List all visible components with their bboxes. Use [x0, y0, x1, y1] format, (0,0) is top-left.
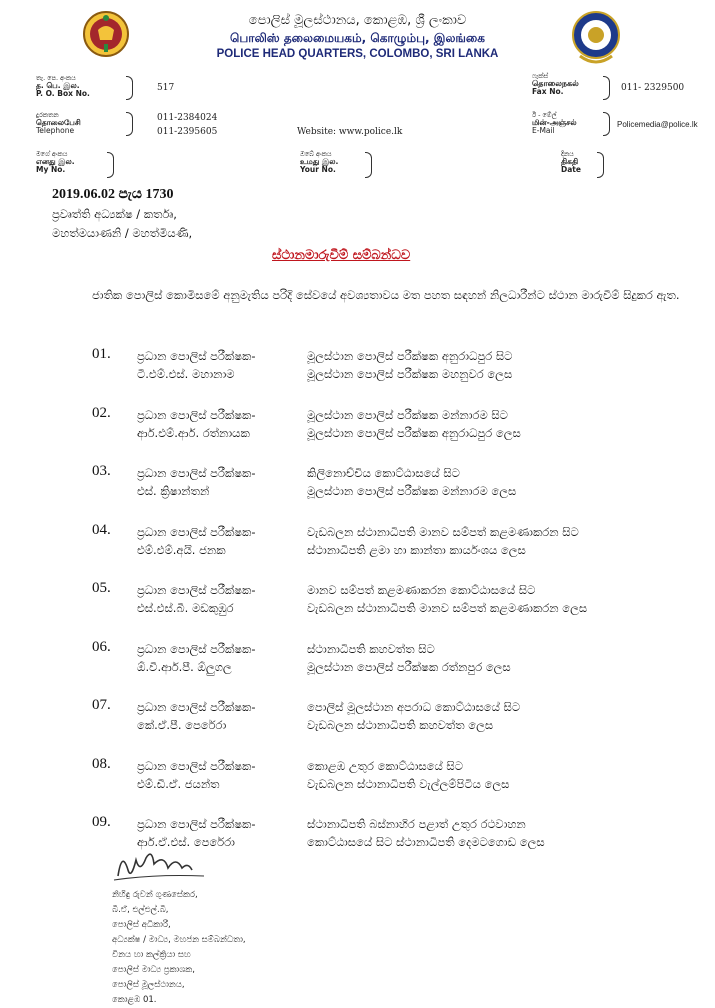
transfer-from: මූලස්ථාන පොලිස් පරීක්ෂක අනුරාධපුර සිට	[307, 349, 513, 363]
transfer-to: කොට්ඨාසයේ සිට ස්ථානාධිපති දෙමටගොඩ ලෙස	[307, 835, 545, 849]
brace	[603, 112, 610, 136]
transfer-officer-name: ටී.එම්.එස්. මහානාම	[137, 367, 235, 381]
transfer-to: මූලස්ථාන පොලිස් පරීක්ෂක මන්නාරම ලෙස	[307, 484, 517, 498]
transfer-officer-name: ඕ.වී.ආර්.පී. ඕලුගල	[137, 660, 232, 674]
signature-block	[112, 888, 246, 1008]
telephone-value-2: 011-2395605	[157, 127, 218, 137]
transfer-from: මානව සම්පත් කළමණාකරන කොට්ඨාසයේ සිට	[307, 583, 536, 597]
my-no-label: මගේ අංකය எனது இல. My No.	[36, 150, 75, 174]
transfer-number: 01.	[92, 346, 111, 362]
transfer-number: 07.	[92, 697, 111, 713]
transfer-number: 03.	[92, 463, 111, 479]
transfer-to: ස්ථානාධිපති ළමා හා කාන්තා කාර්යංශය ලෙස	[307, 543, 526, 557]
intro-paragraph: ජාතික පොලිස් කොමිසමේ අනුමැතිය පරිදි සේවයේ අවශ්‍යතාවය මත පහත සඳහන් නිලධාරීන්ට ස්ථාන මාරුවීම් සිදුකර ඇත.	[92, 288, 680, 302]
header-sinhala: පොලිස් මූලස්ථානය, කොළඹ, ශ්‍රී ලංකාව	[248, 13, 467, 28]
transfer-to: මූලස්ථාන පොලිස් පරීක්ෂක මහනුවර ලෙස	[307, 367, 513, 381]
transfer-rank: ප්‍රධාන පොලිස් පරීක්ෂක-	[137, 525, 256, 539]
brace	[126, 76, 133, 100]
signature-line: විනය හා කල්ක්‍රියා සහ	[112, 950, 191, 960]
brace	[603, 76, 610, 100]
signature-line: නිහිඳු රුවන් ගුණසේකර,	[112, 890, 198, 900]
website-text[interactable]: Website: www.police.lk	[297, 127, 403, 137]
transfer-number: 05.	[92, 580, 111, 596]
transfer-number: 02.	[92, 405, 111, 421]
date-label: දිනය திகதி Date	[561, 150, 581, 174]
transfer-from: ස්ථානාධිපති බස්නාහිර පළාත් උතුර රථවාහන	[307, 817, 526, 831]
transfer-rank: ප්‍රධාන පොලිස් පරීක්ෂක-	[137, 759, 256, 773]
signature-line: බී.ඒ, එල්එල්.බී,	[112, 905, 169, 915]
signature-mark	[110, 846, 220, 890]
recipient-line-2: මහත්මයාණනි / මහත්මියණි,	[52, 226, 193, 240]
transfer-officer-name: එම්.ඩී.ඒ. ජයන්ත	[137, 777, 220, 791]
brace	[365, 152, 372, 178]
po-box-label: තැ. පෙ. අංකය த. பெ. இல. P. O. Box No.	[36, 74, 90, 98]
transfer-to: වැඩබලන ස්ථානාධිපති මානව සම්පත් කළමණාකරන ලෙස	[307, 601, 588, 615]
brace	[597, 152, 604, 178]
transfer-officer-name: ආර්.ඒ.එස්. පෙරේරා	[137, 835, 235, 849]
transfer-from: වැඩබලන ස්ථානාධිපති මානව සම්පත් කළමණාකරන සිට	[307, 525, 579, 539]
signature-line: පොලිස් මූලස්ථානය,	[112, 980, 185, 990]
transfer-number: 08.	[92, 756, 111, 772]
your-no-label: ඔබේ අංකය உமது இல. Your No.	[300, 150, 339, 174]
subject: ස්ථානමාරුවීම් සම්බන්ධව	[272, 248, 411, 263]
telephone-value-1: 011-2384024	[157, 113, 218, 123]
transfer-rank: ප්‍රධාන පොලිස් පරීක්ෂක-	[137, 466, 256, 480]
transfer-officer-name: එස්. ක්‍රිෂාන්තන්	[137, 484, 210, 498]
transfer-rank: ප්‍රධාන පොලිස් පරීක්ෂක-	[137, 817, 256, 831]
transfer-to: වැඩබලන ස්ථානාධිපති කහවත්ත ලෙස	[307, 718, 494, 732]
recipient-line-1: ප්‍රවෘත්ති අධ්‍යක්ෂ / කර්තෘ,	[52, 207, 177, 221]
transfer-officer-name: ආර්.එම්.ආර්. රත්නායක	[137, 426, 250, 440]
header-tamil: பொலிஸ் தலைமையகம், கொழும்பு, இலங்கை	[230, 31, 485, 45]
transfer-rank: ප්‍රධාන පොලිස් පරීක්ෂක-	[137, 349, 256, 363]
transfer-rank: ප්‍රධාන පොලිස් පරීක්ෂක-	[137, 642, 256, 656]
transfer-officer-name: එස්.එස්.බී. මඩකුඹුර	[137, 601, 234, 615]
transfer-to: මූලස්ථාන පොලිස් පරීක්ෂක අනුරාධපුර ලෙස	[307, 426, 521, 440]
transfer-number: 09.	[92, 814, 111, 830]
po-box-value: 517	[157, 83, 175, 93]
brace	[126, 112, 133, 136]
transfer-rank: ප්‍රධාන පොලිස් පරීක්ෂක-	[137, 700, 256, 714]
transfer-to: වැඩබලන ස්ථානාධිපති වැල්ලම්පිටිය ලෙස	[307, 777, 510, 791]
transfer-from: පොලිස් මූලස්ථාන අපරාධ කොට්ඨාසයේ සිට	[307, 700, 521, 714]
transfer-rank: ප්‍රධාන පොලිස් පරීක්ෂක-	[137, 408, 256, 422]
signature-line: කොළඹ 01.	[112, 995, 157, 1005]
email-label: ඊ - මේල් மின்-அஞ்சல் E-Mail	[532, 111, 577, 135]
fax-value: 011- 2329500	[621, 83, 685, 93]
transfer-officer-name: කේ.ඒ.පී. පෙරේරා	[137, 718, 227, 732]
dateline: 2019.06.02 පැය 1730	[52, 187, 174, 202]
transfer-rank: ප්‍රධාන පොලිස් පරීක්ෂක-	[137, 583, 256, 597]
transfer-from: ස්ථානාධිපති කහවත්ත සිට	[307, 642, 435, 656]
transfer-from: මූලස්ථාන පොලිස් පරීක්ෂක මන්නාරම සිට	[307, 408, 508, 422]
transfer-number: 06.	[92, 639, 111, 655]
transfer-from: කොළඹ උතුර කොට්ඨාසයේ සිට	[307, 759, 463, 773]
signature-line: පොලිස් අධිකාරී,	[112, 920, 171, 930]
header-english: POLICE HEAD QUARTERS, COLOMBO, SRI LANKA	[216, 48, 499, 60]
transfer-from: කිලිනොච්චිය කොට්ඨාසයේ සිට	[307, 466, 460, 480]
brace	[107, 152, 114, 178]
transfer-number: 04.	[92, 522, 111, 538]
fax-label: ෆැක්ස් தொலைநகல் Fax No.	[532, 72, 579, 96]
transfer-to: මූලස්ථාන පොලිස් පරීක්ෂක රත්නපුර ලෙස	[307, 660, 511, 674]
telephone-label: දුරකතන தொலைபேசி Telephone	[36, 111, 81, 135]
email-value[interactable]: Policemedia@police.lk	[617, 120, 698, 129]
transfer-officer-name: එම්.එම්.අයි. ජනක	[137, 543, 226, 557]
signature-line: පොලිස් මාධ්‍ය ප්‍රකාශක,	[112, 965, 195, 975]
signature-line: අධ්‍යක්ෂ / මාධ්‍ය, මහජන සම්බන්ධතා,	[112, 935, 246, 945]
